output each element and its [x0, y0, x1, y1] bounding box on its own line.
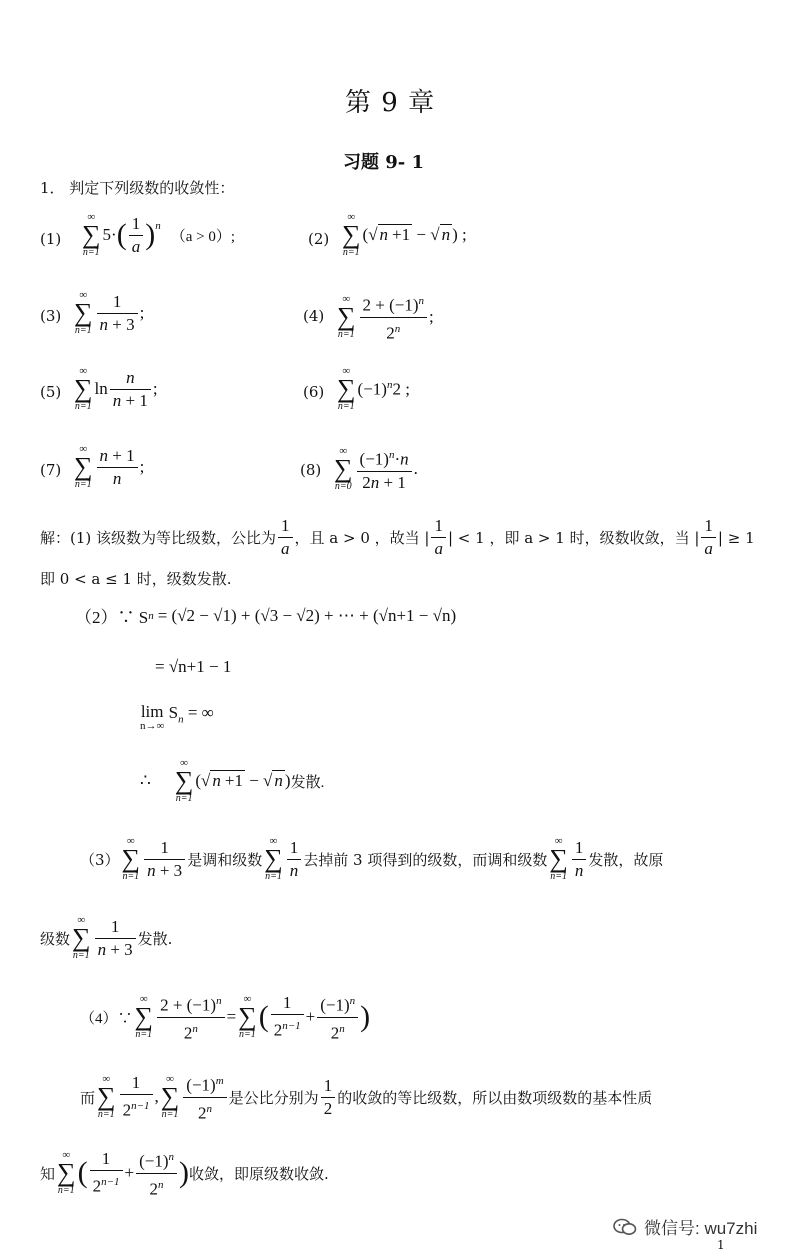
solution-4-line-2: 而 ∞ ∑ n=1 $\frac{1}{2^{n-1}}$ , ∞ ∑ n=1 $\frac{(-1)^m}{2^n}$ 是公比分别为 $\frac{1}{2}$ 的收敛的等比级数，所以由数项级数的基本性质	[80, 1070, 652, 1124]
chapter-title: 第 9 章	[345, 88, 436, 118]
item-5-label: (5)	[40, 383, 62, 401]
item-8-formula: ∞ ∑ n=0 $\frac{(-1)^n\cdot n}{2n + 1}$ .	[334, 444, 418, 492]
page-number: 1	[717, 1238, 725, 1252]
solution-2-conclusion: ∴ ∞ ∑ n=1 (√ n +1 − √ n ) 发散.	[140, 757, 325, 804]
section-title: 习题 9- 1	[343, 152, 425, 173]
solution-1-line-2: 即 0 < a ≤ 1 时，级数发散.	[40, 570, 232, 588]
wechat-icon	[612, 1217, 638, 1237]
item-2-formula: ∞ ∑ n=1 (√ n +1 − √ n ) ;	[342, 211, 467, 258]
item-6-formula: ∞ ∑ n=1 $(-1)^n2$ ;	[337, 365, 410, 412]
solution-2-line-2: = √n+1 − 1	[155, 657, 232, 676]
item-4-formula: ∞ ∑ n=1 $\frac{2 + (-1)^n}{2^n}$ ;	[335, 290, 434, 344]
solution-3-line-1: （3） ∞ ∑ n=1 $\frac{1}{n + 3}$ 是调和级数 ∞ ∑ n=1 $\frac{1}{n}$ 去掉前 3 项得到的级数，而调和级数 ∞ ∑ n=1 $\frac{1}{n}$ 发散，故原	[80, 835, 664, 882]
item-1-formula: ∞ ∑ n=1 5· ( $\frac{1}{a}$ ) n （a > 0）;	[82, 211, 236, 258]
solution-4-line-3: 知 ∞ ∑ n=1 ( $\frac{1}{2^{n-1}}$ + $\frac{(-1)^n}{2^n}$ ) 收敛，即原级数收敛.	[40, 1146, 329, 1200]
solution-3-line-2: 级数 ∞ ∑ n=1 $\frac{1}{n + 3}$ 发散.	[40, 914, 173, 961]
item-2-label: (2)	[308, 230, 330, 248]
item-7-formula: ∞ ∑ n=1 $\frac{n + 1}{n}$ ;	[74, 443, 145, 490]
item-3-label: (3)	[40, 307, 62, 325]
solution-2-limit: lim n→∞ $S_n$ = ∞	[140, 702, 214, 732]
question-1-prompt: 1． 判定下列级数的收敛性：	[40, 179, 235, 197]
solution-2-line-1: （2）∵ S n = (√2 − √1) + (√3 − √2) + ⋯ + (√n+1 − √n)	[75, 605, 457, 627]
item-5-formula: ∞ ∑ n=1 ln $\frac{n}{n + 1}$ ;	[74, 365, 158, 412]
solution-1-line-1: 解：(1) 该级数为等比级数，公比为 $\frac{1}{a}$ ，且 a > 0 ，故当 | $\frac{1}{a}$ | < 1 ，即 a > 1 时，级数收敛，当 | $\frac{1}{a}$ | ≥ 1	[40, 516, 755, 558]
item-1-label: (1)	[40, 230, 62, 248]
wechat-watermark: 微信号: wu7zhi	[612, 1214, 757, 1239]
item-4-label: (4)	[303, 307, 325, 325]
solution-4-line-1: （4）∵ ∞ ∑ n=1 $\frac{2 + (-1)^n}{2^n}$ = ∞ ∑ n=1 ( $\frac{1}{2^{n-1}}$ + $\frac{(-1)^n}{2^n}$ )	[80, 990, 370, 1044]
item-3-formula: ∞ ∑ n=1 $\frac{1}{n + 3}$ ;	[74, 289, 145, 336]
item-6-label: (6)	[303, 383, 325, 401]
item-7-label: (7)	[40, 461, 62, 479]
item-8-label: (8)	[300, 461, 322, 479]
